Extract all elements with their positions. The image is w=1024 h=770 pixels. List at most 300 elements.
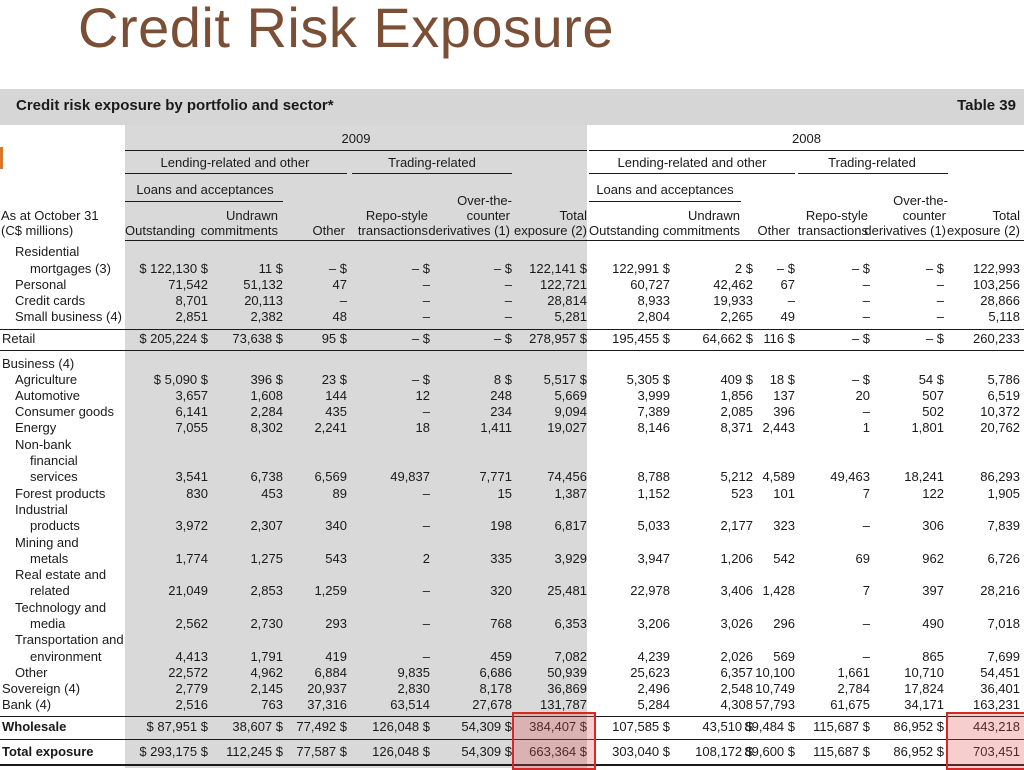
- cell-2008: 1,661: [837, 665, 870, 680]
- cell-2009: 63,514: [390, 697, 430, 712]
- cell-2008: 962: [922, 551, 944, 566]
- cell-2008: 18,241: [904, 469, 944, 484]
- cell-2009: 126,048 $: [372, 719, 430, 734]
- row-label: financial: [30, 453, 78, 468]
- cell-2008: 10,100: [755, 665, 795, 680]
- cell-2008: 19,933: [713, 293, 753, 308]
- cell-2009: 15: [497, 486, 512, 501]
- row-label: Industrial: [15, 502, 68, 517]
- year-2009-header: 2009: [341, 131, 371, 146]
- row-label: Transportation and: [15, 632, 124, 647]
- cell-2009: –: [422, 649, 430, 664]
- table-header-bar: [0, 89, 1024, 125]
- cell-2009: 2,779: [175, 681, 208, 696]
- cell-2009: 7,771: [479, 469, 512, 484]
- loans-rule-2009: [125, 201, 283, 202]
- col-header-2008-3: Repo-style: [805, 208, 868, 223]
- cell-2009: – $: [411, 331, 430, 346]
- cell-2008: –: [862, 404, 870, 419]
- cell-2009: $ 87,951 $: [146, 719, 208, 734]
- cell-2009: 198: [490, 518, 512, 533]
- cell-2009: 6,738: [250, 469, 283, 484]
- cell-2008: 115,687 $: [813, 744, 870, 759]
- row-label: Business (4): [2, 356, 75, 371]
- cell-2008: 6,357: [720, 665, 753, 680]
- cell-2009: 320: [490, 583, 512, 598]
- loans-rule-2008: [589, 201, 741, 202]
- cell-2008: 54,451: [980, 665, 1020, 680]
- cell-2009: 12: [415, 388, 430, 403]
- cell-2008: 1,152: [637, 486, 670, 501]
- row-label: Real estate and: [15, 567, 107, 582]
- cell-2008: 54 $: [918, 372, 944, 387]
- cell-2009: 3,657: [175, 388, 208, 403]
- cell-2009: 2,382: [250, 309, 283, 324]
- cell-2009: 2,830: [397, 681, 430, 696]
- year-2008-header: 2008: [792, 131, 821, 146]
- cell-2009: 453: [261, 486, 283, 501]
- cell-2009: 20,937: [307, 681, 347, 696]
- cell-2009: 2,307: [250, 518, 283, 533]
- cell-2009: – $: [411, 372, 430, 387]
- cell-2009: 1,259: [314, 583, 347, 598]
- cell-2009: 543: [325, 551, 347, 566]
- col-header-2009-3: Repo-style: [365, 208, 428, 223]
- col-header-2008-3-l2: transactions: [797, 223, 868, 238]
- slide-title: Credit Risk Exposure: [78, 0, 614, 59]
- cell-2008: 1,856: [720, 388, 753, 403]
- col-header-2009-2-l2: Other: [312, 223, 345, 238]
- header-bottom-rule-2009: [125, 240, 589, 241]
- cell-2009: 8,701: [175, 293, 208, 308]
- cell-2008: –: [862, 293, 870, 308]
- cell-2009: – $: [411, 261, 430, 276]
- cell-2008: 7,018: [987, 616, 1020, 631]
- cell-2009: 49,837: [390, 469, 430, 484]
- cell-2008: 4,239: [637, 649, 670, 664]
- cell-2008: 409 $: [720, 372, 753, 387]
- cell-2008: 7: [862, 486, 870, 501]
- cell-2008: 323: [773, 518, 795, 533]
- cell-2009: 144: [325, 388, 347, 403]
- cell-2008: 306: [922, 518, 944, 533]
- cell-2009: –: [422, 616, 430, 631]
- cell-2009: 6,817: [554, 518, 587, 533]
- trading-group-header-2009: Trading-related: [388, 155, 476, 170]
- cell-2008: 61,675: [830, 697, 870, 712]
- cell-2009: 77,492 $: [296, 719, 347, 734]
- cell-2008: 2 $: [734, 261, 753, 276]
- cell-2009: 71,542: [168, 277, 208, 292]
- cell-2009: 7,082: [554, 649, 587, 664]
- cell-2008: 25,623: [630, 665, 670, 680]
- cell-2008: 69: [855, 551, 870, 566]
- cell-2008: – $: [925, 261, 944, 276]
- cell-2009: 763: [261, 697, 283, 712]
- cell-2008: 4,308: [720, 697, 753, 712]
- cell-2008: 103,256: [973, 277, 1020, 292]
- cell-2008: 195,455 $: [612, 331, 670, 346]
- cell-2009: 131,787: [540, 697, 587, 712]
- cell-2009: 22,572: [168, 665, 208, 680]
- row-label: Personal: [15, 277, 67, 292]
- cell-2009: 293: [325, 616, 347, 631]
- cell-2009: 1,774: [175, 551, 208, 566]
- cell-2008: 49: [780, 309, 795, 324]
- cell-2009: 27,678: [472, 697, 512, 712]
- cell-2009: $ 205,224 $: [139, 331, 208, 346]
- cell-2008: 5,284: [637, 697, 670, 712]
- cell-2009: 3,541: [175, 469, 208, 484]
- cell-2008: 2,784: [837, 681, 870, 696]
- cell-2009: 6,686: [479, 665, 512, 680]
- cell-2008: 10,372: [980, 404, 1020, 419]
- row-label: Total exposure: [2, 744, 94, 759]
- cell-2009: –: [422, 293, 430, 308]
- row-label: Mining and: [15, 535, 79, 550]
- cell-2009: 126,048 $: [372, 744, 430, 759]
- cell-2009: $ 293,175 $: [139, 744, 208, 759]
- cell-2008: 36,401: [980, 681, 1020, 696]
- cell-2008: 2,443: [762, 420, 795, 435]
- cell-2008: 163,231: [973, 697, 1020, 712]
- cell-2008: 396: [773, 404, 795, 419]
- lending-rule-2008: [589, 173, 795, 174]
- cell-2008: 443,218: [973, 719, 1020, 734]
- cell-2008: 2,026: [720, 649, 753, 664]
- cell-2008: 2,548: [720, 681, 753, 696]
- row-label: environment: [30, 649, 102, 664]
- cell-2009: –: [422, 486, 430, 501]
- lending-group-header-2008: Lending-related and other: [617, 155, 767, 170]
- cell-2008: –: [936, 277, 944, 292]
- cell-2009: 50,939: [547, 665, 587, 680]
- cell-2009: 28,814: [547, 293, 587, 308]
- cell-2009: 2,851: [175, 309, 208, 324]
- cell-2009: – $: [493, 331, 512, 346]
- cell-2008: 5,118: [988, 309, 1020, 324]
- cell-2009: 4,962: [250, 665, 283, 680]
- cell-2009: $ 122,130 $: [139, 261, 208, 276]
- col-header-2009-1: Undrawn: [225, 208, 278, 223]
- cell-2009: –: [422, 309, 430, 324]
- cell-2009: –: [504, 309, 512, 324]
- col-header-2008-1-l2: commitments: [662, 223, 740, 238]
- cell-2008: 523: [731, 486, 753, 501]
- cell-2008: –: [862, 616, 870, 631]
- cell-2008: 1: [862, 420, 870, 435]
- cell-2009: 6,353: [554, 616, 587, 631]
- row-label: Wholesale: [2, 719, 67, 734]
- cell-2009: 122,721: [540, 277, 587, 292]
- cell-2009: 54,309 $: [461, 744, 512, 759]
- cell-2009: 74,456: [547, 469, 587, 484]
- accent-mark: [0, 147, 3, 169]
- row-label: Automotive: [15, 388, 81, 403]
- row-label: related: [30, 583, 70, 598]
- row-label: Energy: [15, 420, 57, 435]
- cell-2009: 25,481: [547, 583, 587, 598]
- cell-2009: 37,316: [307, 697, 347, 712]
- cell-2009: –: [422, 518, 430, 533]
- cell-2008: 42,462: [713, 277, 753, 292]
- retail-bottom-rule: [0, 350, 1024, 351]
- cell-2009: 19,027: [547, 420, 587, 435]
- cell-2008: 10,710: [904, 665, 944, 680]
- cell-2009: 20,113: [244, 293, 283, 308]
- cell-2009: 7,055: [175, 420, 208, 435]
- cell-2009: 8 $: [493, 372, 512, 387]
- cell-2008: 64,662 $: [702, 331, 753, 346]
- trading-group-header-2008: Trading-related: [828, 155, 916, 170]
- cell-2009: 2,562: [175, 616, 208, 631]
- cell-2008: 8,788: [637, 469, 670, 484]
- cell-2008: 865: [922, 649, 944, 664]
- row-label: Sovereign (4): [2, 681, 81, 696]
- cell-2009: 419: [325, 649, 347, 664]
- cell-2008: –: [862, 309, 870, 324]
- cell-2008: 4,589: [762, 469, 795, 484]
- cell-2009: 95 $: [321, 331, 347, 346]
- cell-2008: 2,085: [720, 404, 753, 419]
- cell-2009: 89: [332, 486, 347, 501]
- col-header-2008-5: Total: [992, 208, 1020, 223]
- cell-2009: 54,309 $: [461, 719, 512, 734]
- cell-2008: 5,033: [637, 518, 670, 533]
- cell-2008: 6,726: [987, 551, 1020, 566]
- cell-2008: – $: [851, 261, 870, 276]
- col-header-2009-5-l2: exposure (2): [514, 223, 587, 238]
- cell-2008: 57,793: [755, 697, 795, 712]
- cell-2009: 459: [490, 649, 512, 664]
- cell-2008: 86,952 $: [893, 719, 944, 734]
- cell-2008: – $: [776, 261, 795, 276]
- cell-2009: –: [504, 293, 512, 308]
- cell-2008: – $: [851, 331, 870, 346]
- cell-2008: 101: [773, 486, 795, 501]
- row-label-header-line2: (C$ millions): [1, 223, 74, 238]
- cell-2008: 3,026: [720, 616, 753, 631]
- cell-2008: 108,172 $: [695, 744, 753, 759]
- cell-2009: 77,587 $: [296, 744, 347, 759]
- cell-2008: 1,905: [987, 486, 1020, 501]
- cell-2009: –: [422, 404, 430, 419]
- cell-2009: 2,284: [250, 404, 283, 419]
- cell-2008: 542: [773, 551, 795, 566]
- trading-rule-2008: [798, 173, 948, 174]
- cell-2008: 89,484 $: [744, 719, 795, 734]
- cell-2008: 7: [862, 583, 870, 598]
- cell-2009: 278,957 $: [529, 331, 587, 346]
- lending-rule-2009: [125, 173, 347, 174]
- cell-2008: 569: [773, 649, 795, 664]
- cell-2009: 435: [325, 404, 347, 419]
- row-label: products: [30, 518, 80, 533]
- cell-2009: 1,411: [480, 420, 512, 435]
- loans-group-header-2009: Loans and acceptances: [136, 182, 274, 197]
- cell-2009: 1,791: [250, 649, 283, 664]
- cell-2008: 8,371: [720, 420, 753, 435]
- cell-2009: 38,607 $: [232, 719, 283, 734]
- cell-2008: 3,947: [637, 551, 670, 566]
- cell-2009: 830: [186, 486, 208, 501]
- cell-2009: 1,275: [250, 551, 283, 566]
- row-label: Small business (4): [15, 309, 122, 324]
- cell-2008: –: [787, 293, 795, 308]
- cell-2008: 7,699: [987, 649, 1020, 664]
- cell-2009: $ 5,090 $: [153, 372, 208, 387]
- cell-2008: 5,305 $: [626, 372, 670, 387]
- row-label: media: [30, 616, 66, 631]
- cell-2009: 4,413: [175, 649, 208, 664]
- loans-group-header-2008: Loans and acceptances: [596, 182, 734, 197]
- col-header-2009-4-l2: derivatives (1): [428, 223, 510, 238]
- otc-header-2009: Over-the-: [457, 193, 512, 208]
- cell-2009: 335: [490, 551, 512, 566]
- cell-2008: 115,687 $: [813, 719, 870, 734]
- cell-2008: 8,146: [637, 420, 670, 435]
- cell-2009: 8,178: [479, 681, 512, 696]
- row-label: Agriculture: [15, 372, 78, 387]
- cell-2009: 112,245 $: [226, 744, 283, 759]
- cell-2009: 1,608: [250, 388, 283, 403]
- cell-2008: 122,991 $: [612, 261, 670, 276]
- cell-2008: 303,040 $: [612, 744, 670, 759]
- cell-2009: 2,145: [250, 681, 283, 696]
- cell-2009: 122,141 $: [529, 261, 587, 276]
- cell-2009: 768: [490, 616, 512, 631]
- cell-2009: 340: [325, 518, 347, 533]
- cell-2008: – $: [851, 372, 870, 387]
- cell-2008: 8,933: [637, 293, 670, 308]
- cell-2008: 22,978: [630, 583, 670, 598]
- cell-2008: 20,762: [980, 420, 1020, 435]
- cell-2009: 5,517 $: [543, 372, 587, 387]
- col-header-2008-4: counter: [902, 208, 946, 223]
- header-bottom-rule-2008: [589, 240, 1024, 241]
- cell-2009: 47: [332, 277, 347, 292]
- cell-2008: –: [936, 309, 944, 324]
- cell-2008: 1,428: [762, 583, 795, 598]
- row-label-header-line1: As at October 31: [1, 208, 99, 223]
- row-label: Bank (4): [2, 697, 52, 712]
- cell-2008: 490: [922, 616, 944, 631]
- cell-2009: 3,972: [175, 518, 208, 533]
- row-label: metals: [30, 551, 69, 566]
- row-label: Consumer goods: [15, 404, 114, 419]
- cell-2009: 6,884: [314, 665, 347, 680]
- cell-2008: 2,265: [720, 309, 753, 324]
- cell-2009: –: [339, 293, 347, 308]
- cell-2008: 502: [922, 404, 944, 419]
- col-header-2009-4: counter: [466, 208, 510, 223]
- cell-2008: 3,999: [637, 388, 670, 403]
- cell-2009: 48: [332, 309, 347, 324]
- col-header-2008-2-l2: Other: [757, 223, 790, 238]
- cell-2008: 43,510 $: [702, 719, 753, 734]
- row-label: Residential: [15, 244, 80, 259]
- cell-2008: 5,786: [987, 372, 1020, 387]
- cell-2009: – $: [493, 261, 512, 276]
- cell-2008: 34,171: [904, 697, 944, 712]
- table-number: Table 39: [957, 97, 1016, 114]
- cell-2008: 137: [773, 388, 795, 403]
- cell-2009: 36,869: [547, 681, 587, 696]
- cell-2009: 396 $: [250, 372, 283, 387]
- cell-2009: 384,407 $: [529, 719, 587, 734]
- cell-2008: 1,801: [911, 420, 944, 435]
- cell-2008: 703,451: [973, 744, 1020, 759]
- cell-2008: 1,206: [720, 551, 753, 566]
- col-header-2009-5: Total: [559, 208, 587, 223]
- col-header-2009-1-l2: commitments: [200, 223, 278, 238]
- row-label: Credit cards: [15, 293, 86, 308]
- trading-rule-2009: [352, 173, 512, 174]
- table-caption: Credit risk exposure by portfolio and sector*: [16, 97, 334, 114]
- cell-2008: 397: [922, 583, 944, 598]
- retail-rule: [0, 329, 1024, 330]
- cell-2009: – $: [328, 261, 347, 276]
- cell-2008: 2,804: [637, 309, 670, 324]
- col-header-2009-3-l2: transactions: [357, 223, 428, 238]
- cell-2008: 28,866: [980, 293, 1020, 308]
- cell-2008: 2,496: [637, 681, 670, 696]
- cell-2008: 5,212: [720, 469, 753, 484]
- cell-2008: 20: [855, 388, 870, 403]
- cell-2008: 260,233: [973, 331, 1020, 346]
- cell-2008: 89,600 $: [744, 744, 795, 759]
- year-rule-2008: [589, 150, 1024, 151]
- cell-2009: 8,302: [250, 420, 283, 435]
- cell-2008: 67: [780, 277, 795, 292]
- row-label: Other: [15, 665, 48, 680]
- row-label: services: [30, 469, 78, 484]
- highlight-total-2009: [512, 712, 596, 770]
- cell-2009: 9,835: [397, 665, 430, 680]
- cell-2009: 2,241: [314, 420, 347, 435]
- cell-2009: 2,516: [175, 697, 208, 712]
- cell-2008: 107,585 $: [612, 719, 670, 734]
- row-label: Retail: [2, 331, 36, 346]
- cell-2008: 296: [773, 616, 795, 631]
- cell-2009: 5,669: [554, 388, 587, 403]
- col-header-2008-4-l2: derivatives (1): [864, 223, 946, 238]
- cell-2008: 507: [922, 388, 944, 403]
- cell-2009: 21,049: [168, 583, 208, 598]
- cell-2008: 122: [922, 486, 944, 501]
- cell-2009: 234: [490, 404, 512, 419]
- cell-2009: 51,132: [243, 277, 283, 292]
- cell-2009: 6,141: [175, 404, 208, 419]
- cell-2008: 7,839: [987, 518, 1020, 533]
- lending-group-header-2009: Lending-related and other: [160, 155, 310, 170]
- cell-2009: 1,387: [554, 486, 587, 501]
- row-label: Technology and: [15, 600, 107, 615]
- cell-2009: 2,853: [250, 583, 283, 598]
- cell-2008: –: [936, 293, 944, 308]
- cell-2008: 7,389: [637, 404, 670, 419]
- cell-2008: 86,293: [980, 469, 1020, 484]
- cell-2009: 11 $: [258, 261, 283, 276]
- year-rule-2009: [125, 150, 587, 151]
- cell-2008: –: [862, 277, 870, 292]
- otc-header-2008: Over-the-: [893, 193, 948, 208]
- col-header-2008-0-l2: Outstanding: [589, 223, 660, 238]
- cell-2009: 2,730: [250, 616, 283, 631]
- cell-2009: –: [504, 277, 512, 292]
- cell-2008: 86,952 $: [893, 744, 944, 759]
- cell-2008: 60,727: [630, 277, 670, 292]
